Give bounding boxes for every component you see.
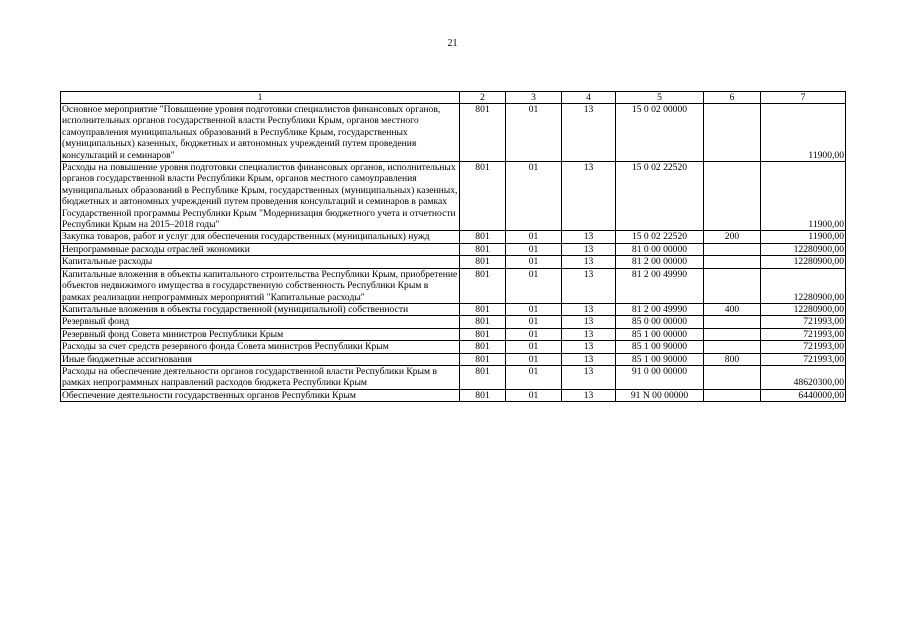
row-expense-type (704, 256, 761, 268)
row-target-article: 91 0 00 00000 (616, 365, 704, 389)
row-amount: 48620300,00 (761, 365, 846, 389)
table-row (61, 341, 846, 353)
row-ministry-code: 801 (460, 341, 506, 353)
row-ministry-code: 801 (460, 353, 506, 365)
row-section: 01 (506, 256, 562, 268)
row-target-article: 85 1 00 90000 (616, 341, 704, 353)
header-col-3: 3 (506, 92, 562, 104)
row-section: 01 (506, 389, 562, 401)
table-row (61, 268, 846, 303)
row-amount: 11900,00 (761, 162, 846, 231)
row-subsection: 13 (562, 231, 616, 243)
table-row (61, 162, 846, 231)
row-expense-type (704, 268, 761, 303)
row-subsection: 13 (562, 243, 616, 255)
row-target-article: 85 0 00 00000 (616, 316, 704, 328)
row-target-article: 81 0 00 00000 (616, 243, 704, 255)
row-section: 01 (506, 341, 562, 353)
row-name: Капитальные вложения в объекты капитального строительства Республики Крым, приобретение объектов недвижимого имущества в государственную собственность Республики Крым в рамках реализации непрограммных мероприятий "Капитальные расходы" (61, 268, 460, 303)
row-section: 01 (506, 328, 562, 340)
row-subsection: 13 (562, 341, 616, 353)
row-section: 01 (506, 353, 562, 365)
row-amount: 12280900,00 (761, 243, 846, 255)
table-row (61, 365, 846, 389)
row-name: Основное мероприятие "Повышение уровня подготовки специалистов финансовых органов, исполнительных органов государственной власти Республики Крым, органов местного самоуправления муниципальных образований в Республике Крым, государственных (муниципальных) казенных, бюджетных и автономных учреждений путем проведения консультаций и семинаров" (61, 104, 460, 162)
table-header (61, 92, 846, 104)
header-col-5: 5 (616, 92, 704, 104)
row-section: 01 (506, 316, 562, 328)
row-ministry-code: 801 (460, 256, 506, 268)
row-expense-type (704, 365, 761, 389)
row-ministry-code: 801 (460, 365, 506, 389)
table-row (61, 389, 846, 401)
row-name: Капитальные расходы (61, 256, 460, 268)
header-col-2: 2 (460, 92, 506, 104)
row-target-article: 91 N 00 00000 (616, 389, 704, 401)
row-name: Обеспечение деятельности государственных органов Республики Крым (61, 389, 460, 401)
row-amount: 11900,00 (761, 231, 846, 243)
row-amount: 721993,00 (761, 353, 846, 365)
table-row (61, 316, 846, 328)
row-subsection: 13 (562, 353, 616, 365)
row-name: Иные бюджетные ассигнования (61, 353, 460, 365)
row-subsection: 13 (562, 389, 616, 401)
row-target-article: 81 2 00 49990 (616, 303, 704, 315)
row-subsection: 13 (562, 104, 616, 162)
row-expense-type (704, 389, 761, 401)
row-expense-type: 400 (704, 303, 761, 315)
table-row (61, 303, 846, 315)
row-amount: 721993,00 (761, 328, 846, 340)
row-ministry-code: 801 (460, 268, 506, 303)
row-section: 01 (506, 268, 562, 303)
row-ministry-code: 801 (460, 243, 506, 255)
row-expense-type (704, 104, 761, 162)
row-subsection: 13 (562, 365, 616, 389)
header-row (61, 92, 846, 104)
row-target-article: 85 1 00 00000 (616, 328, 704, 340)
row-subsection: 13 (562, 162, 616, 231)
table-row (61, 231, 846, 243)
row-ministry-code: 801 (460, 328, 506, 340)
row-amount: 11900,00 (761, 104, 846, 162)
row-subsection: 13 (562, 268, 616, 303)
table-row (61, 353, 846, 365)
table-row (61, 328, 846, 340)
row-name: Расходы на обеспечение деятельности органов государственной власти Республики Крым в рамках непрограммных направлений расходов бюджета Республики Крым (61, 365, 460, 389)
row-section: 01 (506, 243, 562, 255)
row-expense-type (704, 341, 761, 353)
row-ministry-code: 801 (460, 162, 506, 231)
row-target-article: 81 2 00 49990 (616, 268, 704, 303)
row-amount: 6440000,00 (761, 389, 846, 401)
row-target-article: 81 2 00 00000 (616, 256, 704, 268)
table-row (61, 104, 846, 162)
row-expense-type (704, 316, 761, 328)
row-ministry-code: 801 (460, 104, 506, 162)
budget-table (60, 91, 846, 402)
row-amount: 12280900,00 (761, 256, 846, 268)
row-subsection: 13 (562, 303, 616, 315)
row-name: Резервный фонд (61, 316, 460, 328)
row-expense-type: 200 (704, 231, 761, 243)
row-section: 01 (506, 162, 562, 231)
row-name: Расходы на повышение уровня подготовки специалистов финансовых органов, исполнительных органов государственной власти Республики Крым, органов местного самоуправления муниципальных образований в Республике Крым, государственных (муниципальных) казенных, бюджетных и автономных учреждений путем проведения консультаций и семинаров в рамках Государственной программы Республики Крым "Модернизация бюджетного учета и отчетности Республики Крым на 2015–2018 годы" (61, 162, 460, 231)
row-name: Расходы за счет средств резервного фонда Совета министров Республики Крым (61, 341, 460, 353)
row-target-article: 85 1 00 90000 (616, 353, 704, 365)
row-section: 01 (506, 104, 562, 162)
row-ministry-code: 801 (460, 303, 506, 315)
row-amount: 12280900,00 (761, 268, 846, 303)
header-col-1: 1 (61, 92, 460, 104)
row-target-article: 15 0 02 00000 (616, 104, 704, 162)
table-body (61, 104, 846, 402)
row-target-article: 15 0 02 22520 (616, 231, 704, 243)
row-subsection: 13 (562, 316, 616, 328)
row-section: 01 (506, 365, 562, 389)
row-ministry-code: 801 (460, 389, 506, 401)
row-subsection: 13 (562, 328, 616, 340)
row-amount: 721993,00 (761, 341, 846, 353)
row-name: Непрограммные расходы отраслей экономики (61, 243, 460, 255)
row-ministry-code: 801 (460, 316, 506, 328)
header-col-7: 7 (761, 92, 846, 104)
row-amount: 12280900,00 (761, 303, 846, 315)
row-expense-type (704, 328, 761, 340)
row-subsection: 13 (562, 256, 616, 268)
row-expense-type: 800 (704, 353, 761, 365)
row-amount: 721993,00 (761, 316, 846, 328)
header-col-6: 6 (704, 92, 761, 104)
row-name: Резервный фонд Совета министров Республики Крым (61, 328, 460, 340)
row-name: Закупка товаров, работ и услуг для обеспечения государственных (муниципальных) нужд (61, 231, 460, 243)
row-expense-type (704, 162, 761, 231)
table-row (61, 256, 846, 268)
header-col-4: 4 (562, 92, 616, 104)
row-ministry-code: 801 (460, 231, 506, 243)
row-expense-type (704, 243, 761, 255)
row-section: 01 (506, 231, 562, 243)
table-row (61, 243, 846, 255)
row-section: 01 (506, 303, 562, 315)
page-number: 21 (447, 38, 458, 49)
row-name: Капитальные вложения в объекты государственной (муниципальной) собственности (61, 303, 460, 315)
row-target-article: 15 0 02 22520 (616, 162, 704, 231)
